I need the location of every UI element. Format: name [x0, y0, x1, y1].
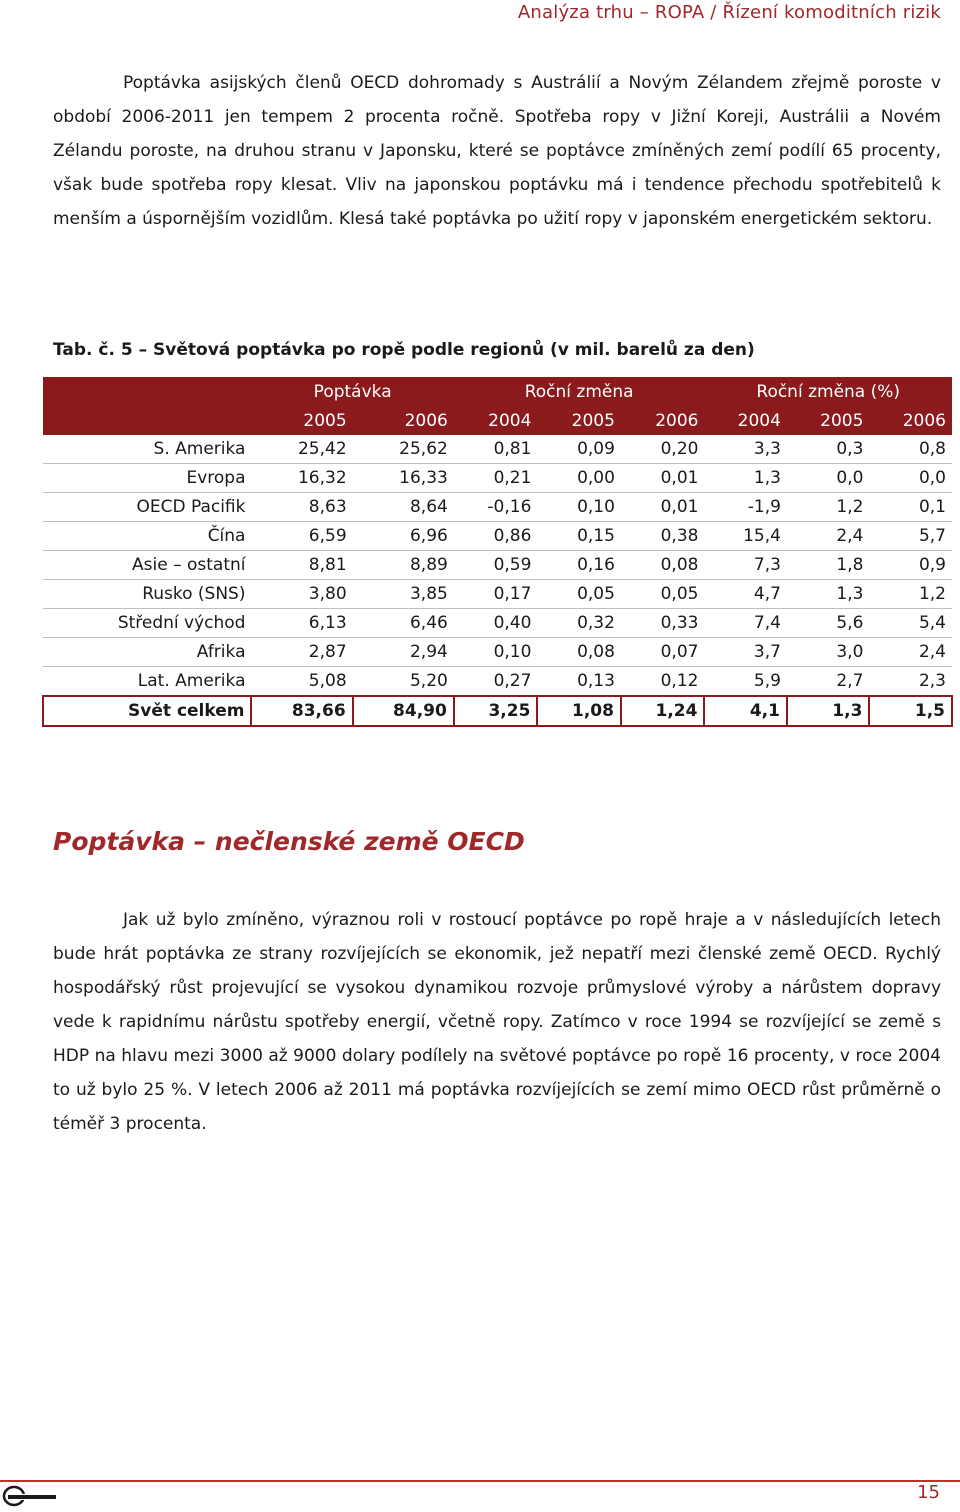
table-caption: Tab. č. 5 – Světová poptávka po ropě podle regionů (v mil. barelů za den) — [53, 340, 755, 360]
colosseum-logo — [2, 1484, 58, 1508]
value-cell: 1,2 — [869, 580, 952, 609]
header-demand: Poptávka — [251, 377, 453, 406]
value-cell: 5,6 — [787, 609, 869, 638]
table-row — [43, 464, 952, 493]
region-cell: Asie – ostatní — [43, 551, 251, 580]
table-corner-cell — [43, 377, 251, 406]
value-cell: 25,42 — [251, 435, 352, 464]
value-cell: 0,10 — [537, 493, 621, 522]
year-header: 2005 — [537, 406, 621, 435]
year-header: 2006 — [869, 406, 952, 435]
table-row — [43, 493, 952, 522]
value-cell: 0,01 — [621, 493, 705, 522]
value-cell: 1,5 — [869, 696, 952, 726]
value-cell: 16,33 — [353, 464, 454, 493]
value-cell: 0,10 — [454, 638, 538, 667]
paragraph-text: Poptávka asijských členů OECD dohromady s Austrálií a Novým Zélandem zřejmě poroste v období 2006-2011 jen tempem 2 procenta ročně. Spotřeba ropy v Jižní Koreji, Austrálii a Novém Zélandu poroste, na druhou stranu v Japonsku, které se poptávce zmíněných zemí podílí 65 procenty, však bude spotřeba ropy klesat. Vliv na japonskou poptávku má i tendence přechodu spotřebitelů k menším a úspornějším vozidlům. Klesá také poptávka po užití ropy v japonském energetickém sektoru. — [53, 73, 941, 229]
value-cell: 8,81 — [251, 551, 352, 580]
oil-demand-table — [42, 377, 953, 727]
value-cell: 1,24 — [621, 696, 705, 726]
value-cell: -0,16 — [454, 493, 538, 522]
table-row — [43, 551, 952, 580]
value-cell: 8,89 — [353, 551, 454, 580]
table-row — [43, 522, 952, 551]
region-cell: Evropa — [43, 464, 251, 493]
value-cell: 2,4 — [869, 638, 952, 667]
value-cell: 6,13 — [251, 609, 352, 638]
value-cell: 6,46 — [353, 609, 454, 638]
region-cell: Afrika — [43, 638, 251, 667]
value-cell: 0,21 — [454, 464, 538, 493]
value-cell: 3,25 — [454, 696, 538, 726]
table-corner-cell — [43, 406, 251, 435]
value-cell: 0,15 — [537, 522, 621, 551]
table-row — [43, 435, 952, 464]
value-cell: 4,7 — [704, 580, 786, 609]
header-annual-change: Roční změna — [454, 377, 705, 406]
value-cell: 2,94 — [353, 638, 454, 667]
value-cell: 2,4 — [787, 522, 869, 551]
region-cell: Rusko (SNS) — [43, 580, 251, 609]
value-cell: 1,8 — [787, 551, 869, 580]
year-header: 2006 — [621, 406, 705, 435]
value-cell: 1,3 — [787, 580, 869, 609]
value-cell: 0,9 — [869, 551, 952, 580]
value-cell: 0,08 — [621, 551, 705, 580]
value-cell: 0,09 — [537, 435, 621, 464]
value-cell: 6,59 — [251, 522, 352, 551]
value-cell: 2,87 — [251, 638, 352, 667]
value-cell: 0,13 — [537, 667, 621, 697]
value-cell: 0,16 — [537, 551, 621, 580]
table-row — [43, 667, 952, 697]
value-cell: 5,9 — [704, 667, 786, 697]
value-cell: 4,1 — [704, 696, 786, 726]
table-body — [43, 435, 952, 726]
value-cell: 0,01 — [621, 464, 705, 493]
value-cell: 1,3 — [704, 464, 786, 493]
value-cell: 0,05 — [621, 580, 705, 609]
year-header: 2005 — [787, 406, 869, 435]
value-cell: 15,4 — [704, 522, 786, 551]
value-cell: 0,20 — [621, 435, 705, 464]
running-header: Analýza trhu – ROPA / Řízení komoditních rizik — [517, 2, 941, 23]
value-cell: 0,17 — [454, 580, 538, 609]
value-cell: 0,8 — [869, 435, 952, 464]
value-cell: 0,33 — [621, 609, 705, 638]
paragraph-text: Jak už bylo zmíněno, výraznou roli v rostoucí poptávce po ropě hraje a v následujících letech bude hrát poptávka ze strany rozvíjejících se ekonomik, jež nepatří mezi členské země OECD. Rychlý hospodářský růst projevující se vysokou dynamikou rozvoje průmyslové výroby a nárůstem dopravy vede k rapidnímu nárůstu spotřeby energií, včetně ropy. Zatímco v roce 1994 se rozvíjející se země s HDP na hlavu mezi 3000 až 9000 dolary podílely na světové poptávce po ropě 16 procenty, v roce 2004 to už bylo 25 %. V letech 2006 až 2011 má poptávka rozvíjejících se zemí mimo OECD růst průměrně o téměř 3 procenta. — [53, 910, 941, 1134]
value-cell: 0,05 — [537, 580, 621, 609]
value-cell: 8,63 — [251, 493, 352, 522]
value-cell: 5,4 — [869, 609, 952, 638]
value-cell: 3,80 — [251, 580, 352, 609]
value-cell: 6,96 — [353, 522, 454, 551]
value-cell: 0,86 — [454, 522, 538, 551]
value-cell: 1,08 — [537, 696, 621, 726]
value-cell: 0,3 — [787, 435, 869, 464]
value-cell: 0,0 — [787, 464, 869, 493]
page-number: 15 — [917, 1482, 940, 1503]
region-cell: Lat. Amerika — [43, 667, 251, 697]
value-cell: 0,81 — [454, 435, 538, 464]
region-cell: S. Amerika — [43, 435, 251, 464]
table-row — [43, 609, 952, 638]
region-cell: OECD Pacifik — [43, 493, 251, 522]
table-year-header-row — [43, 406, 952, 435]
region-cell: Střední východ — [43, 609, 251, 638]
year-header: 2005 — [251, 406, 352, 435]
table-total-row — [43, 696, 952, 726]
table-row — [43, 638, 952, 667]
value-cell: 0,1 — [869, 493, 952, 522]
value-cell: 0,59 — [454, 551, 538, 580]
value-cell: 3,7 — [704, 638, 786, 667]
paragraph-non-oecd-demand — [53, 903, 941, 1141]
value-cell: 0,40 — [454, 609, 538, 638]
paragraph-asian-oecd-demand — [53, 66, 941, 236]
value-cell: 83,66 — [251, 696, 352, 726]
value-cell: 0,27 — [454, 667, 538, 697]
value-cell: 0,12 — [621, 667, 705, 697]
value-cell: 0,07 — [621, 638, 705, 667]
table-group-header-row — [43, 377, 952, 406]
value-cell: 0,32 — [537, 609, 621, 638]
value-cell: 0,38 — [621, 522, 705, 551]
value-cell: 2,7 — [787, 667, 869, 697]
year-header: 2004 — [704, 406, 786, 435]
value-cell: 7,3 — [704, 551, 786, 580]
value-cell: -1,9 — [704, 493, 786, 522]
table-row — [43, 580, 952, 609]
value-cell: 1,2 — [787, 493, 869, 522]
year-header: 2004 — [454, 406, 538, 435]
region-cell: Svět celkem — [43, 696, 251, 726]
value-cell: 8,64 — [353, 493, 454, 522]
footer-rule — [0, 1480, 960, 1482]
value-cell: 84,90 — [353, 696, 454, 726]
value-cell: 5,20 — [353, 667, 454, 697]
value-cell: 7,4 — [704, 609, 786, 638]
value-cell: 1,3 — [787, 696, 869, 726]
region-cell: Čína — [43, 522, 251, 551]
value-cell: 16,32 — [251, 464, 352, 493]
year-header: 2006 — [353, 406, 454, 435]
value-cell: 5,08 — [251, 667, 352, 697]
header-annual-change-percent: Roční změna (%) — [704, 377, 952, 406]
value-cell: 0,00 — [537, 464, 621, 493]
value-cell: 25,62 — [353, 435, 454, 464]
value-cell: 2,3 — [869, 667, 952, 697]
value-cell: 3,85 — [353, 580, 454, 609]
value-cell: 3,0 — [787, 638, 869, 667]
value-cell: 0,0 — [869, 464, 952, 493]
value-cell: 3,3 — [704, 435, 786, 464]
section-heading: Poptávka – nečlenské země OECD — [53, 827, 525, 856]
value-cell: 5,7 — [869, 522, 952, 551]
value-cell: 0,08 — [537, 638, 621, 667]
